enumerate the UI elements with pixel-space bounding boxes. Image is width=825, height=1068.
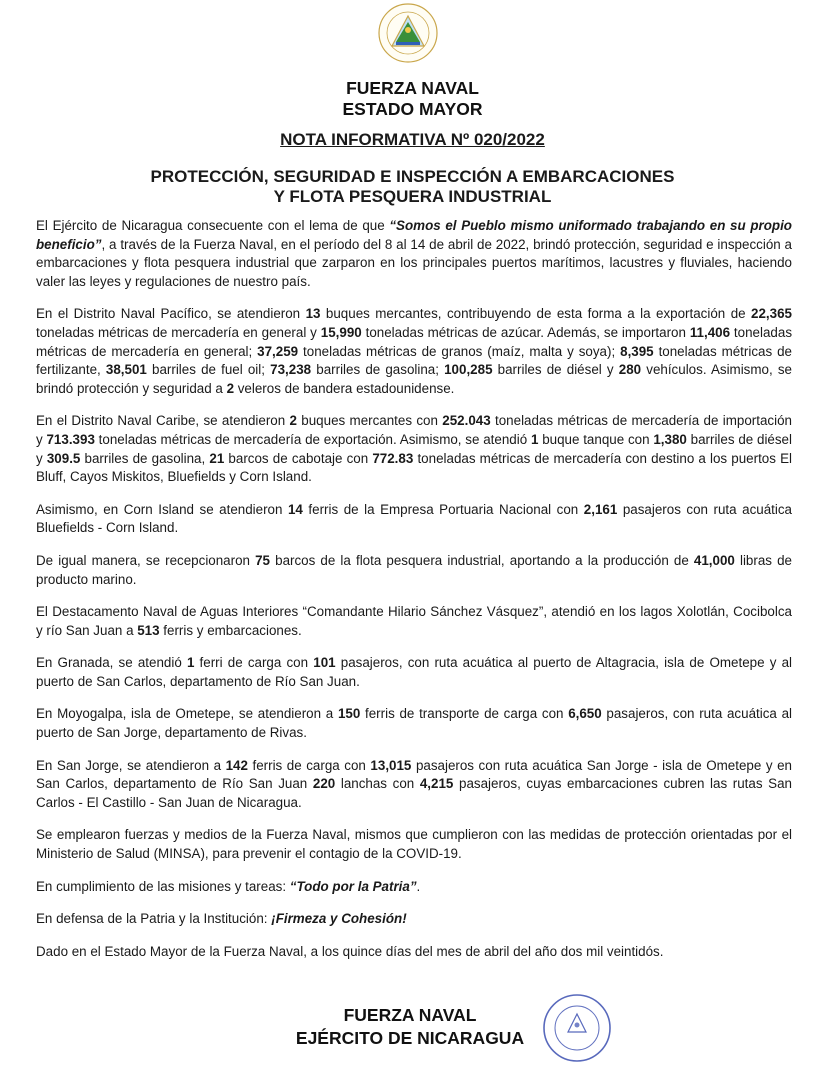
paragraph-motto-patria: En cumplimiento de las misiones y tareas: “Todo por la Patria”.: [36, 878, 421, 894]
nicaragua-coat-of-arms-seal: [368, 2, 448, 64]
header-line-fuerza-naval: FUERZA NAVAL: [346, 78, 479, 98]
paragraph-flota-pesquera: De igual manera, se recepcionaron 75 barcos de la flota pesquera industrial, aportando a la producción de 41,000 libras de producto marino.: [36, 552, 792, 587]
document-title-line2: Y FLOTA PESQUERA INDUSTRIAL: [273, 187, 552, 206]
document-number: NOTA INFORMATIVA Nº 020/2022: [280, 130, 545, 149]
official-stamp: [538, 992, 616, 1064]
paragraph-caribe: En el Distrito Naval Caribe, se atendieron 2 buques mercantes con 252.043 toneladas métricas de mercadería de importación y 713.393 toneladas métricas de mercadería de exportación. Asimismo, se atendió 1 buque tanque con 1,380 barriles de diésel y 309.5 barriles de gasolina, 21 barcos de cabotaje con 772.83 toneladas métricas de mercadería con destino a los puertos El Bluff, Cayos Miskitos, Bluefields y Corn Island.: [36, 413, 792, 485]
paragraph-intro: El Ejército de Nicaragua consecuente con el lema de que “Somos el Pueblo mismo uniformado trabajando en su propio beneficio”, a través de la Fuerza Naval, en el período del 8 al 14 de abril de 2022, brindó protección, seguridad e inspección a embarcaciones y flota pesquera industrial que zarparon en los principales puertos marítimos, lacustres y fluviales, haciendo valer las leyes y regulaciones de nuestro país.: [36, 218, 792, 289]
paragraph-aguas-interiores: El Destacamento Naval de Aguas Interiores “Comandante Hilario Sánchez Vásquez”, atendió en los lagos Xolotlán, Cocibolca y río San Juan a 513 ferris y embarcaciones.: [36, 604, 792, 638]
paragraph-corn-island: Asimismo, en Corn Island se atendieron 14 ferris de la Empresa Portuaria Nacional con 2,161 pasajeros con ruta acuática Bluefields - Corn Island.: [36, 501, 792, 536]
document-body: [36, 217, 792, 975]
paragraph-granada: En Granada, se atendió 1 ferri de carga con 101 pasajeros, con ruta acuática al puerto de Altagracia, isla de Ometepe y al puerto de San Carlos, departamento de Río San Juan.: [36, 655, 792, 689]
paragraph-san-jorge: En San Jorge, se atendieron a 142 ferris de carga con 13,015 pasajeros con ruta acuática San Jorge - isla de Ometepe y en San Carlos, departamento de Río San Juan 220 lanchas con 4,215 pasajeros, cuyas embarcaciones cubren las rutas San Carlos - El Castillo - San Juan de Nicaragua.: [36, 757, 793, 810]
paragraph-covid: Se emplearon fuerzas y medios de la Fuerza Naval, mismos que cumplieron con las medidas de protección orientadas por el Ministerio de Salud (MINSA), para prevenir el contagio de la COVID-19.: [36, 827, 792, 862]
signature-ejercito: EJÉRCITO DE NICARAGUA: [295, 1028, 525, 1048]
paragraph-closing: Dado en el Estado Mayor de la Fuerza Naval, a los quince días del mes de abril del año dos mil veintidós.: [36, 943, 664, 959]
signature-fuerza-naval: FUERZA NAVAL: [343, 1005, 477, 1025]
paragraph-motto-firmeza: En defensa de la Patria y la Institución: ¡Firmeza y Cohesión!: [36, 911, 407, 927]
paragraph-moyogalpa: En Moyogalpa, isla de Ometepe, se atendieron a 150 ferris de transporte de carga con 6,650 pasajeros, con ruta acuática al puerto de San Jorge, departamento de Rivas.: [36, 706, 792, 741]
header-line-estado-mayor: ESTADO MAYOR: [342, 99, 483, 119]
paragraph-pacific: En el Distrito Naval Pacífico, se atendieron 13 buques mercantes, contribuyendo de esta forma a la exportación de 22,365 toneladas métricas de mercadería en general y 15,990 toneladas métricas de azúcar. Además, se importaron 11,406 toneladas métricas de mercadería en general; 37,259 toneladas métricas de granos (maíz, malta y soya); 8,395 toneladas métricas de fertilizante, 38,501 barriles de fuel oil; 73,238 barriles de gasolina; 100,285 barriles de diésel y 280 vehículos. Asimismo, se brindó protección y seguridad a 2 veleros de bandera estadounidense.: [36, 306, 793, 396]
document-title-line1: PROTECCIÓN, SEGURIDAD E INSPECCIÓN A EMBARCACIONES: [150, 167, 675, 186]
